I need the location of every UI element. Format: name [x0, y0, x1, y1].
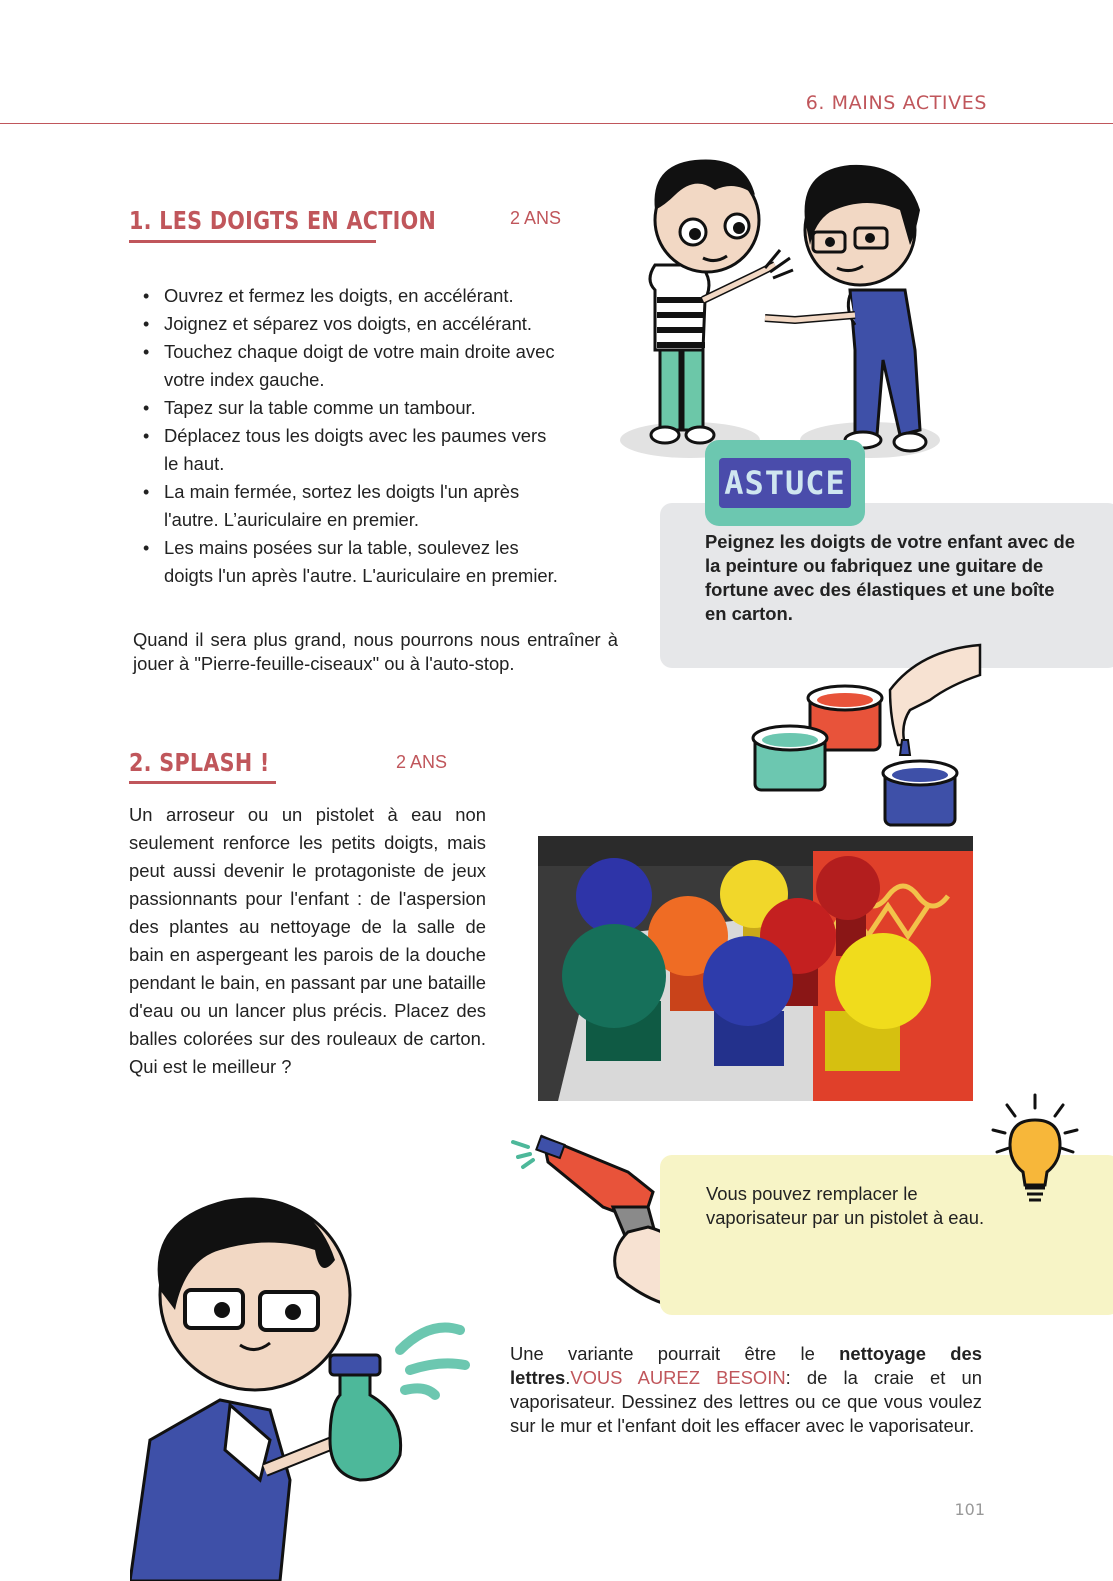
- list-item: • La main fermée, sortez les doigts l'un après l'autre. L’auriculaire en premier.: [132, 478, 564, 534]
- section-2-underline: [129, 781, 276, 784]
- list-item: • Tapez sur la table comme un tambour.: [132, 394, 602, 422]
- balls-photo: [538, 836, 973, 1101]
- tip-text: Peignez les doigts de votre enfant avec de la peinture ou fabriquez une guitare de fortune avec des élastiques et une boîte en carton.: [705, 531, 1075, 624]
- list-item: • Les mains posées sur la table, soulevez les doigts l'un après l'autre. L'auriculaire en premier.: [132, 534, 564, 590]
- list-item: • Déplacez tous les doigts avec les paumes vers le haut.: [132, 422, 559, 478]
- need-label: VOUS AUREZ BESOIN: [570, 1367, 786, 1388]
- paint-pots-illustration: [750, 640, 990, 840]
- section-1-age: 2 ANS: [510, 208, 562, 228]
- list-item: • Joignez et séparez vos doigts, en accélérant.: [132, 310, 602, 338]
- variant-paragraph: [510, 1342, 982, 1438]
- idea-text: Vous pouvez remplacer le vaporisateur par un pistolet à eau.: [706, 1183, 985, 1228]
- section-2-title: 2. SPLASH !: [129, 748, 270, 777]
- list-item: • Ouvrez et fermez les doigts, en accélérant.: [132, 282, 602, 310]
- chapter-title: 6. MAINS ACTIVES: [805, 92, 987, 114]
- variant-rest: : de la craie et un vaporisateur. Dessinez des lettres ou ce que vous voulez sur le mur et l'enfant doit les effacer avec le vaporisateur.: [510, 1367, 982, 1436]
- children-illustration: [615, 150, 945, 470]
- section-1-title: 1. LES DOIGTS EN ACTION: [129, 206, 437, 235]
- variant-bold: nettoyage des lettres: [510, 1343, 982, 1388]
- page-number: 101: [954, 1500, 985, 1519]
- list-item: • Touchez chaque doigt de votre main droite avec votre index gauche.: [132, 338, 559, 394]
- child-spray-illustration: [130, 1180, 480, 1581]
- section-2-age: 2 ANS: [396, 752, 448, 772]
- tip-label: ASTUCE: [719, 458, 851, 508]
- header-divider: [0, 123, 1113, 124]
- section-2-paragraph: Un arroseur ou un pistolet à eau non seulement renforce les petits doigts, mais peut aussi devenir le protagoniste de jeux passionnants pour l'enfant : de l'aspersion des plantes au nettoyage de la salle de bain en aspergeant les parois de la douche pendant le bain, en passant par une bataille d'eau ou un lancer plus précis. Placez des balles colorées sur des rouleaux de carton. Qui est le meilleur ?: [129, 804, 486, 1077]
- section-1-note: Quand il sera plus grand, nous pourrons nous entraîner à jouer à "Pierre-feuille-ciseaux" ou à l'auto-stop.: [133, 629, 618, 674]
- tip-badge: [705, 440, 865, 526]
- lightbulb-icon: [985, 1090, 1085, 1215]
- variant-period: .: [565, 1367, 571, 1388]
- activity-list: [132, 282, 602, 590]
- section-1-underline: [129, 240, 376, 243]
- variant-intro: Une variante pourrait être le: [510, 1343, 840, 1364]
